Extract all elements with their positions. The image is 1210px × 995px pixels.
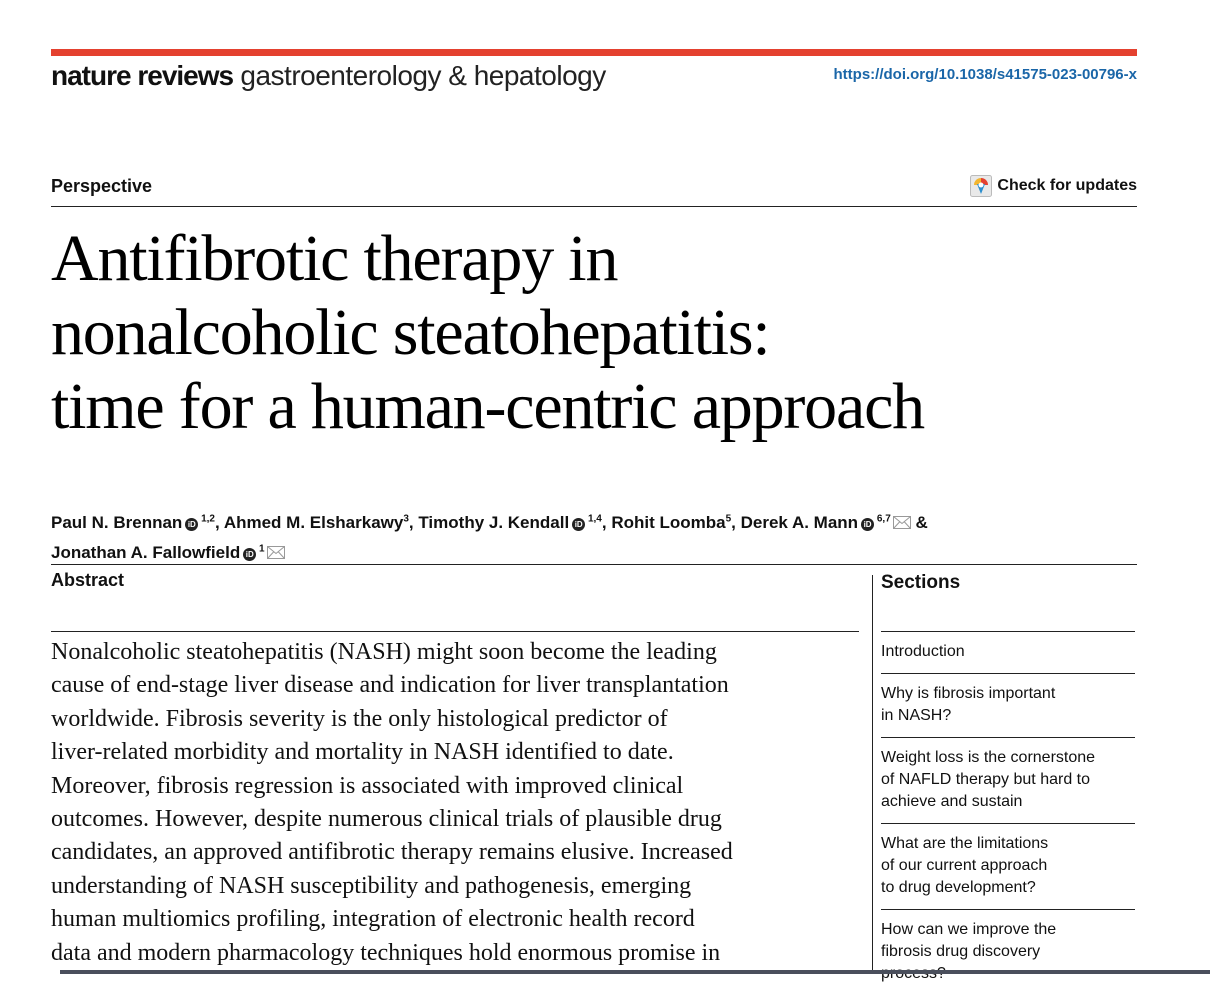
check-for-updates-label: Check for updates: [997, 177, 1137, 194]
email-icon[interactable]: [893, 516, 911, 529]
abstract-line: worldwide. Fibrosis severity is the only histological predictor of: [51, 705, 668, 732]
author-affiliation: 3: [403, 513, 409, 524]
section-label: Weight loss is the cornerstone: [881, 749, 1096, 766]
abstract-line: outcomes. However, despite numerous clinical trials of plausible drug: [51, 806, 722, 833]
article-title: [51, 222, 1131, 444]
orcid-icon[interactable]: iD: [861, 518, 874, 531]
abstract-divider: [51, 631, 859, 632]
section-label: in NASH?: [881, 707, 952, 724]
author-separator: ,: [601, 512, 612, 532]
author-entry: [51, 513, 224, 532]
orcid-icon[interactable]: iD: [572, 518, 585, 531]
section-link-weight-loss[interactable]: [881, 737, 1135, 823]
abstract-text: [51, 636, 861, 970]
author-line: [51, 505, 1137, 536]
orcid-icon[interactable]: iD: [243, 548, 256, 561]
journal-accent-bar: [51, 49, 1137, 56]
section-label: How can we improve the: [881, 921, 1057, 938]
section-label: [881, 963, 1135, 985]
abstract-line: cause of end-stage liver disease and indication for liver transplantation: [51, 672, 729, 699]
abstract-line: candidates, an approved antifibrotic therapy remains elusive. Increased: [51, 839, 733, 866]
author-name[interactable]: Jonathan A. Fallowfield: [51, 543, 241, 563]
author-name[interactable]: Timothy J. Kendall: [418, 512, 570, 532]
abstract-line: human multiomics profiling, integration of electronic health record: [51, 906, 695, 933]
author-separator: &: [910, 512, 928, 532]
author-list: [51, 505, 1137, 566]
author-affiliation: 6,7: [874, 513, 891, 524]
abstract-line: Nonalcoholic steatohepatitis (NASH) might soon become the leading: [51, 639, 717, 665]
author-affiliation: 1: [256, 543, 265, 555]
section-label: Why is fibrosis important: [881, 685, 1056, 702]
author-entry: [224, 513, 419, 532]
section-label: to drug development?: [881, 879, 1036, 896]
author-affiliation: 5: [725, 513, 732, 524]
author-affiliation: 1,2: [198, 513, 215, 524]
abstract-line: understanding of NASH susceptibility and pathogenesis, emerging: [51, 872, 692, 899]
header-divider: [51, 206, 1137, 207]
section-label: Introduction: [881, 643, 965, 660]
author-entry: [741, 513, 928, 532]
abstract-line: data and modern pharmacology techniques hold enormous promise in: [51, 939, 721, 966]
author-name[interactable]: Ahmed M. Elsharkawy: [223, 512, 404, 532]
window-bottom-edge: [60, 970, 1210, 974]
section-label: What are the limitations: [881, 835, 1049, 852]
author-line: [51, 536, 1137, 567]
article-type: Perspective: [51, 176, 153, 196]
section-label: fibrosis drug discovery: [881, 943, 1041, 960]
authors-divider: [51, 564, 1137, 565]
abstract-line: Moreover, fibrosis regression is associated with improved clinical: [51, 772, 684, 799]
abstract-line: liver-related morbidity and mortality in NASH identified to date.: [51, 739, 674, 766]
check-for-updates-button[interactable]: [970, 175, 1137, 197]
author-affiliation: 1,4: [585, 513, 602, 524]
author-name[interactable]: Paul N. Brennan: [51, 512, 183, 532]
orcid-icon[interactable]: iD: [185, 518, 198, 531]
author-separator: ,: [731, 512, 741, 532]
sections-heading: Sections: [881, 572, 961, 593]
author-entry: [611, 513, 740, 532]
section-label: achieve and sustain: [881, 793, 1023, 810]
doi-link[interactable]: https://doi.org/10.1038/s41575-023-00796-x: [833, 66, 1137, 83]
section-link-limitations[interactable]: [881, 823, 1135, 909]
section-link-drug-discovery[interactable]: [881, 909, 1135, 995]
column-divider: [872, 575, 873, 974]
author-separator: ,: [215, 512, 224, 532]
section-link-fibrosis-importance[interactable]: [881, 673, 1135, 737]
author-entry: [51, 543, 285, 562]
author-name[interactable]: Rohit Loomba: [611, 512, 726, 532]
title-line: time for a human-centric approach: [51, 370, 924, 443]
abstract-heading: Abstract: [51, 570, 125, 590]
section-label: of NAFLD therapy but hard to: [881, 771, 1090, 788]
author-entry: [418, 513, 611, 532]
title-line: nonalcoholic steatohepatitis:: [51, 296, 770, 369]
section-label: of our current approach: [881, 857, 1048, 874]
author-name[interactable]: Derek A. Mann: [740, 512, 859, 532]
sections-nav: [881, 631, 1135, 995]
section-link-introduction[interactable]: [881, 631, 1135, 673]
author-separator: ,: [408, 512, 419, 532]
brand-bold-text: nature reviews: [51, 60, 234, 91]
email-icon[interactable]: [267, 546, 285, 559]
title-line: Antifibrotic therapy in: [51, 222, 618, 295]
brand-journal-name: gastroenterology & hepatology: [240, 60, 606, 91]
crossmark-icon: [970, 175, 992, 197]
journal-brand[interactable]: [51, 60, 606, 92]
